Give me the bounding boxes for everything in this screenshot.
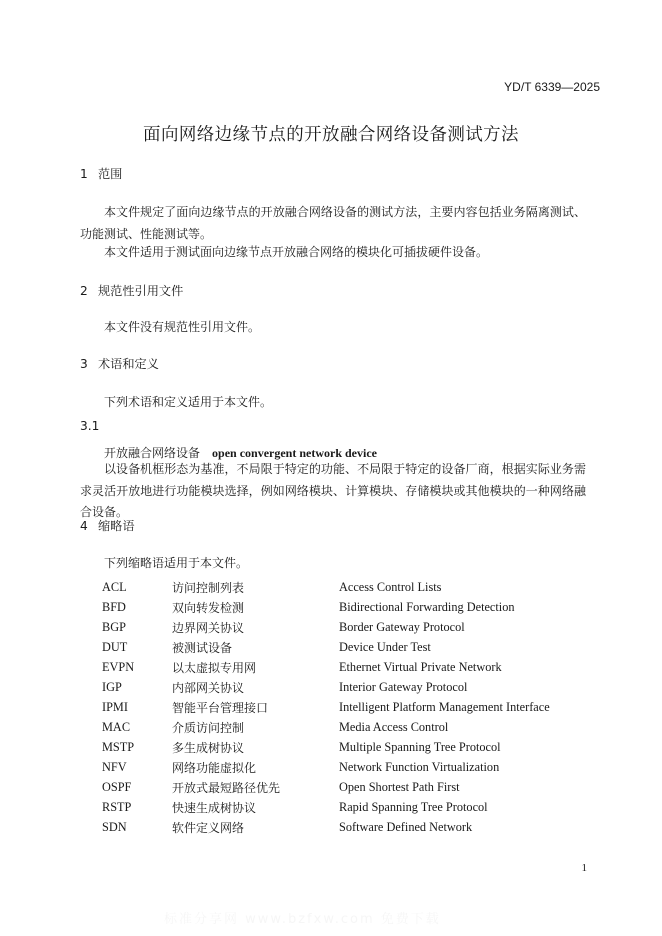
chinese-term-cell: 以太虚拟专用网: [172, 660, 257, 675]
abbreviation-cell: DUT: [102, 639, 128, 654]
chinese-term-cell: 被测试设备: [172, 640, 233, 655]
section-number: 1: [80, 167, 88, 181]
page-number: 1: [581, 862, 587, 874]
chinese-term-cell: 边界网关协议: [172, 620, 245, 635]
chinese-term-cell: 软件定义网络: [172, 820, 245, 835]
table-row: [102, 777, 550, 797]
section-title: 规范性引用文件: [98, 284, 184, 298]
chinese-term-cell: 开放式最短路径优先: [172, 780, 281, 795]
chinese-term-cell: 智能平台管理接口: [172, 700, 269, 715]
english-term-cell: Bidirectional Forwarding Detection: [339, 599, 515, 614]
english-term-cell: Device Under Test: [339, 639, 431, 654]
chinese-term-cell: 双向转发检测: [172, 600, 245, 615]
table-row: [102, 577, 550, 597]
section-2-heading: [80, 282, 183, 299]
abbreviation-cell: MSTP: [102, 739, 135, 754]
abbreviation-cell: RSTP: [102, 799, 132, 814]
abbreviation-cell: MAC: [102, 719, 131, 734]
section-1-paragraph-2: 本文件适用于测试面向边缘节点开放融合网络的模块化可插拔硬件设备。: [104, 245, 489, 259]
watermark-text: 标准分享网 www.bzfxw.com 免费下载: [164, 912, 441, 927]
english-term-cell: Ethernet Virtual Private Network: [339, 659, 502, 674]
section-4-heading: [80, 517, 135, 534]
english-term-cell: Intelligent Platform Management Interface: [339, 699, 550, 714]
section-3-paragraph-1: 下列术语和定义适用于本文件。: [104, 395, 273, 409]
english-term-cell: Rapid Spanning Tree Protocol: [339, 799, 488, 814]
chinese-term-cell: 介质访问控制: [172, 720, 245, 735]
section-number: 3: [80, 357, 88, 371]
table-row: [102, 597, 550, 617]
term-definition: 以设备机框形态为基准，不局限于特定的功能、不局限于特定的设备厂商，根据实际业务需求灵活开放地进行功能模块选择，例如网络模块、计算模块、存储模块或其他模块的一种网络融合设备。: [80, 462, 586, 519]
chinese-term-cell: 多生成树协议: [172, 740, 245, 755]
section-1-paragraph-1: 本文件规定了面向边缘节点的开放融合网络设备的测试方法，主要内容包括业务隔离测试、功能测试、性能测试等。: [80, 205, 586, 241]
abbreviation-cell: ACL: [102, 579, 127, 594]
table-row: [102, 617, 550, 637]
table-row: [102, 637, 550, 657]
clause-3-1-number: 3.1: [80, 419, 100, 433]
abbreviation-cell: NFV: [102, 759, 127, 774]
chinese-term-cell: 快速生成树协议: [172, 800, 257, 815]
table-row: [102, 797, 550, 817]
english-term-cell: Software Defined Network: [339, 819, 473, 834]
english-term-cell: Network Function Virtualization: [339, 759, 500, 774]
english-term-cell: Access Control Lists: [339, 579, 442, 594]
abbreviation-cell: EVPN: [102, 659, 135, 674]
chinese-term-cell: 网络功能虚拟化: [172, 760, 257, 775]
standard-number: YD/T 6339—2025: [504, 80, 600, 94]
section-number: 4: [80, 519, 88, 533]
document-title: 面向网络边缘节点的开放融合网络设备测试方法: [143, 125, 519, 145]
section-1-heading: [80, 165, 122, 182]
abbreviation-cell: BGP: [102, 619, 126, 634]
chinese-term-cell: 访问控制列表: [172, 580, 245, 595]
chinese-term-cell: 内部网关协议: [172, 680, 245, 695]
section-title: 术语和定义: [98, 357, 159, 371]
section-number: 2: [80, 284, 88, 298]
watermark: [156, 903, 506, 929]
abbreviation-cell: IPMI: [102, 699, 128, 714]
table-row: [102, 737, 550, 757]
table-row: [102, 697, 550, 717]
english-term-cell: Interior Gateway Protocol: [339, 679, 468, 694]
term-english: open convergent network device: [212, 446, 377, 460]
abbreviation-table: [102, 577, 550, 837]
table-row: [102, 717, 550, 737]
english-term-cell: Media Access Control: [339, 719, 449, 734]
abbreviation-cell: BFD: [102, 599, 126, 614]
section-title: 范围: [98, 167, 123, 181]
abbreviation-cell: IGP: [102, 679, 122, 694]
abbreviation-cell: SDN: [102, 819, 127, 834]
section-4-paragraph-1: 下列缩略语适用于本文件。: [104, 556, 249, 570]
table-row: [102, 757, 550, 777]
section-3-heading: [80, 355, 159, 372]
english-term-cell: Multiple Spanning Tree Protocol: [339, 739, 501, 754]
section-title: 缩略语: [98, 519, 135, 533]
english-term-cell: Open Shortest Path First: [339, 779, 460, 794]
table-row: [102, 817, 550, 837]
english-term-cell: Border Gateway Protocol: [339, 619, 465, 634]
section-2-paragraph-1: 本文件没有规范性引用文件。: [104, 320, 261, 334]
term-chinese: 开放融合网络设备: [104, 446, 201, 460]
table-row: [102, 677, 550, 697]
table-row: [102, 657, 550, 677]
abbreviation-cell: OSPF: [102, 779, 132, 794]
